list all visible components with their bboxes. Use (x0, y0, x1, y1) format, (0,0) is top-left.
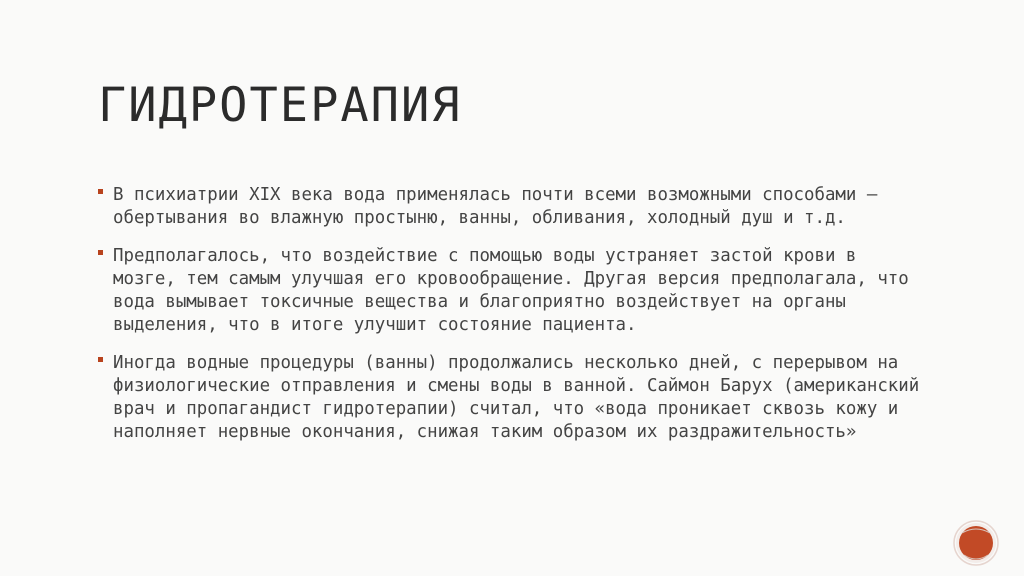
bullet-item (98, 184, 928, 230)
bullet-item (98, 352, 928, 444)
square-bullet-icon (98, 189, 103, 194)
bullet-list (98, 184, 928, 459)
square-bullet-icon (98, 250, 103, 255)
slide-title: ГИДРОТЕРАПИЯ (98, 78, 462, 133)
bullet-text: В психиатрии XIX века вода применялась почти всеми возможными способами – обертывания во влажную простыню, ванны, обливания, холодный душ и т.д. (113, 185, 878, 228)
bullet-text: Иногда водные процедуры (ванны) продолжались несколько дней, с перерывом на физиологические отправления и смены воды в ванной. Саймон Барух (американский врач и пропагандист гидротерапии) считал, что «вода проникает сквозь кожу и наполняет нервные окончания, снижая таким образом их раздражительность» (113, 353, 920, 442)
square-bullet-icon (98, 357, 103, 362)
bullet-item (98, 245, 928, 337)
bullet-text: Предполагалось, что воздействие с помощью воды устраняет застой крови в мозге, тем самым улучшая его кровообращение. Другая версия предполагала, что вода вымывает токсичные вещества и благоприятно воздействует на органы выделения, что в итоге улучшит состояние пациента. (113, 246, 909, 335)
red-circle-emblem-icon (952, 519, 1000, 567)
